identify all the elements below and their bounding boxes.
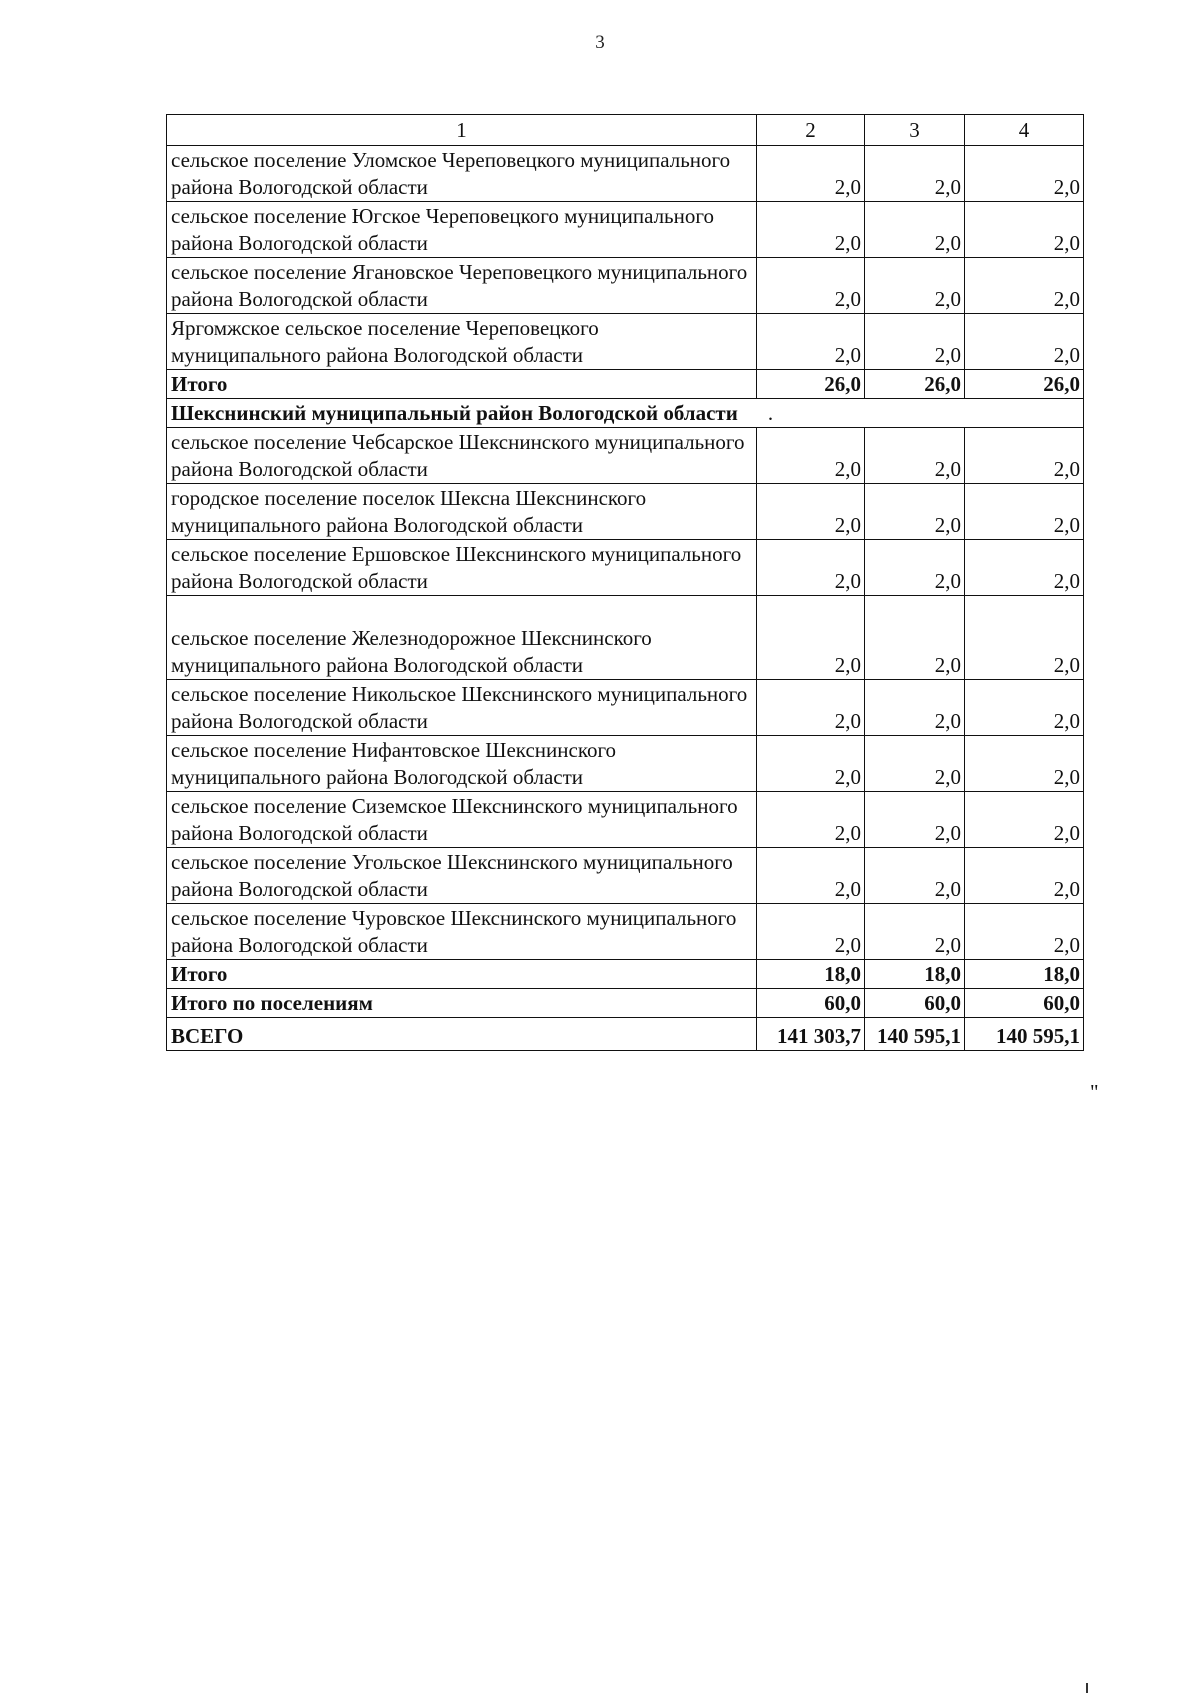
value-col-2: 18,0 (757, 960, 865, 989)
value-col-2: 2,0 (757, 680, 865, 736)
value-col-4: 2,0 (965, 680, 1084, 736)
row-name: сельское поселение Нифантовское Шекснинского муниципального района Вологодской области (167, 736, 757, 792)
value-col-3: 2,0 (865, 202, 965, 258)
table-row (167, 258, 1084, 314)
value-col-2: 2,0 (757, 904, 865, 960)
table-row (167, 202, 1084, 258)
row-name: сельское поселение Ершовское Шекснинского муниципального района Вологодской области (167, 540, 757, 596)
section-title-text: Шекснинский муниципальный район Вологодской области (171, 401, 738, 425)
value-col-2: 2,0 (757, 484, 865, 540)
value-col-3: 2,0 (865, 596, 965, 680)
value-col-4: 2,0 (965, 904, 1084, 960)
section-header-row (167, 399, 1084, 428)
row-name: Итого (167, 960, 757, 989)
row-name: ВСЕГО (167, 1018, 757, 1051)
value-col-3: 2,0 (865, 428, 965, 484)
table-row (167, 146, 1084, 202)
stray-mark: . (767, 401, 774, 425)
value-col-3: 2,0 (865, 258, 965, 314)
value-col-4: 2,0 (965, 314, 1084, 370)
header-cell-3: 3 (865, 115, 965, 146)
value-col-2: 2,0 (757, 540, 865, 596)
table-row (167, 904, 1084, 960)
table-row (167, 540, 1084, 596)
value-col-4: 60,0 (965, 989, 1084, 1018)
row-name: Яргомжское сельское поселение Череповецкого муниципального района Вологодской области (167, 314, 757, 370)
table-row (167, 736, 1084, 792)
edge-mark (1086, 1683, 1088, 1693)
row-name: сельское поселение Никольское Шекснинского муниципального района Вологодской области (167, 680, 757, 736)
value-col-3: 140 595,1 (865, 1018, 965, 1051)
total-row (167, 960, 1084, 989)
value-col-3: 2,0 (865, 736, 965, 792)
value-col-4: 2,0 (965, 736, 1084, 792)
value-col-4: 2,0 (965, 146, 1084, 202)
value-col-2: 2,0 (757, 314, 865, 370)
value-col-2: 2,0 (757, 258, 865, 314)
table-row (167, 314, 1084, 370)
value-col-4: 2,0 (965, 258, 1084, 314)
value-col-2: 141 303,7 (757, 1018, 865, 1051)
value-col-3: 2,0 (865, 904, 965, 960)
table-row (167, 792, 1084, 848)
value-col-2: 2,0 (757, 146, 865, 202)
value-col-4: 2,0 (965, 540, 1084, 596)
value-col-4: 2,0 (965, 428, 1084, 484)
value-col-3: 2,0 (865, 314, 965, 370)
header-cell-1: 1 (167, 115, 757, 146)
closing-quote: " (1090, 1080, 1099, 1104)
value-col-2: 2,0 (757, 792, 865, 848)
allocation-table (166, 114, 1084, 1051)
table-row (167, 428, 1084, 484)
row-name: сельское поселение Ягановское Череповецкого муниципального района Вологодской области (167, 258, 757, 314)
table-row (167, 680, 1084, 736)
total-row (167, 989, 1084, 1018)
row-name: сельское поселение Уломское Череповецкого муниципального района Вологодской области (167, 146, 757, 202)
value-col-3: 26,0 (865, 370, 965, 399)
value-col-2: 2,0 (757, 428, 865, 484)
row-name: Итого по поселениям (167, 989, 757, 1018)
row-name: сельское поселение Угольское Шекснинского муниципального района Вологодской области (167, 848, 757, 904)
value-col-2: 2,0 (757, 736, 865, 792)
value-col-3: 2,0 (865, 792, 965, 848)
value-col-4: 2,0 (965, 848, 1084, 904)
table-row (167, 596, 1084, 680)
row-name: сельское поселение Железнодорожное Шекснинского муниципального района Вологодской области (167, 596, 757, 680)
value-col-3: 2,0 (865, 484, 965, 540)
value-col-3: 2,0 (865, 540, 965, 596)
value-col-3: 2,0 (865, 146, 965, 202)
grand-total-row (167, 1018, 1084, 1051)
value-col-3: 2,0 (865, 680, 965, 736)
value-col-4: 2,0 (965, 792, 1084, 848)
value-col-4: 2,0 (965, 484, 1084, 540)
value-col-4: 2,0 (965, 596, 1084, 680)
row-name: городское поселение поселок Шексна Шекснинского муниципального района Вологодской области (167, 484, 757, 540)
row-name: сельское поселение Югское Череповецкого муниципального района Вологодской области (167, 202, 757, 258)
row-name: сельское поселение Чуровское Шекснинского муниципального района Вологодской области (167, 904, 757, 960)
table-body (167, 115, 1084, 1051)
value-col-4: 140 595,1 (965, 1018, 1084, 1051)
value-col-4: 18,0 (965, 960, 1084, 989)
header-cell-4: 4 (965, 115, 1084, 146)
row-name: сельское поселение Чебсарское Шекснинского муниципального района Вологодской области (167, 428, 757, 484)
value-col-4: 2,0 (965, 202, 1084, 258)
row-name: сельское поселение Сиземское Шекснинского муниципального района Вологодской области (167, 792, 757, 848)
table-header-row (167, 115, 1084, 146)
value-col-2: 2,0 (757, 848, 865, 904)
row-name: Итого (167, 370, 757, 399)
value-col-3: 18,0 (865, 960, 965, 989)
page-number: 3 (595, 32, 605, 53)
value-col-2: 2,0 (757, 596, 865, 680)
value-col-4: 26,0 (965, 370, 1084, 399)
value-col-2: 26,0 (757, 370, 865, 399)
value-col-2: 2,0 (757, 202, 865, 258)
value-col-2: 60,0 (757, 989, 865, 1018)
table-row (167, 848, 1084, 904)
section-title (167, 399, 1084, 428)
value-col-3: 60,0 (865, 989, 965, 1018)
total-row (167, 370, 1084, 399)
value-col-3: 2,0 (865, 848, 965, 904)
header-cell-2: 2 (757, 115, 865, 146)
table-row (167, 484, 1084, 540)
